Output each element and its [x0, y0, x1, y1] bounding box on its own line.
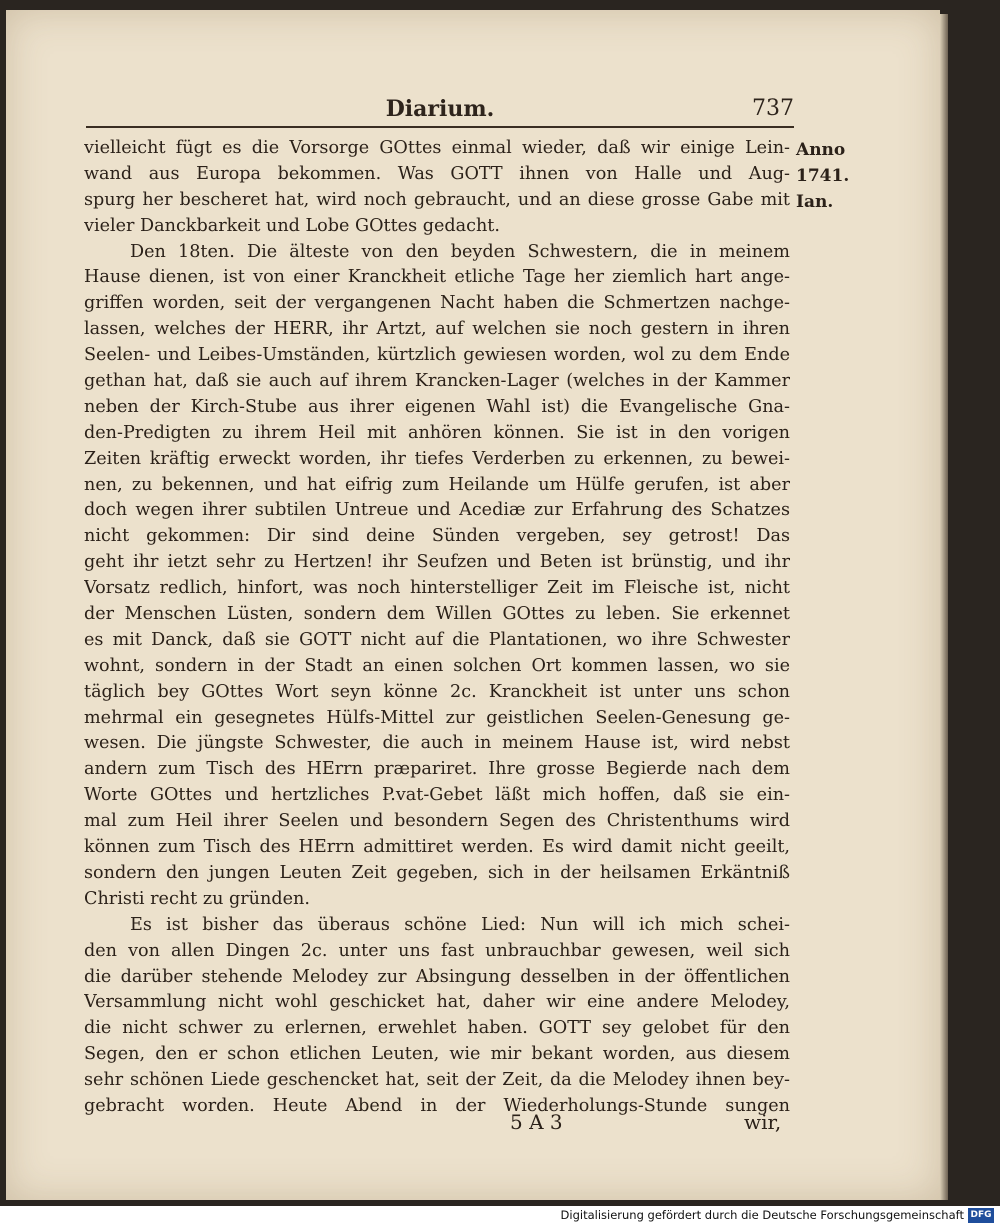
text-line: griffen worden, seit der vergangenen Nacht haben die Schmertzen nachge-: [84, 293, 790, 314]
text-line: Segen, den er schon etlichen Leuten, wie mir bekant worden, aus diesem: [84, 1044, 790, 1065]
margin-note: [796, 138, 856, 216]
text-line: Es ist bisher das überaus schöne Lied: Nun will ich mich schei-: [130, 914, 790, 935]
text-line: den-Predigten zu ihrem Heil mit anhören können. Sie ist in den vorigen: [84, 422, 790, 443]
text-line: Hause dienen, ist von einer Kranckheit etliche Tage her ziemlich hart ange-: [84, 267, 790, 288]
text-line: vielleicht fügt es die Vorsorge GOttes einmal wieder, daß wir einige Lein-: [84, 138, 790, 158]
text-line: die darüber stehende Melodey zur Absingung desselben in der öffentlichen: [84, 966, 790, 987]
text-line: den von allen Dingen 2c. unter uns fast unbrauchbar gewesen, weil sich: [84, 940, 790, 961]
margin-note-line: Anno: [796, 140, 846, 160]
catchword: wir,: [744, 1110, 782, 1134]
text-line: Den 18ten. Die älteste von den beyden Schwestern, die in meinem: [130, 241, 790, 262]
text-line: wand aus Europa bekommen. Was GOTT ihnen von Halle und Aug-: [84, 163, 790, 184]
footer-bar: [0, 1206, 1000, 1226]
text-line: neben der Kirch-Stube aus ihrer eigenen Wahl ist) die Evangelische Gna-: [84, 396, 790, 417]
text-line: geht ihr ietzt sehr zu Hertzen! ihr Seufzen und Beten ist brünstig, und ihr: [84, 552, 790, 573]
book-page: [6, 10, 940, 1200]
text-line: können zum Tisch des HErrn admittiret werden. Es wird damit nicht geeilt,: [84, 837, 790, 858]
text-line: wohnt, sondern in der Stadt an einen solchen Ort kommen lassen, wo sie: [84, 655, 790, 676]
text-line: Zeiten kräftig erweckt worden, ihr tiefes Verderben zu erkennen, zu bewei-: [84, 448, 790, 469]
text-line: sondern den jungen Leuten Zeit gegeben, sich in der heilsamen Erkäntniß: [84, 862, 790, 883]
text-line: die nicht schwer zu erlernen, erwehlet haben. GOTT sey gelobet für den: [84, 1018, 790, 1039]
margin-note-line: Ian.: [796, 191, 834, 212]
text-line: Versammlung nicht wohl geschicket hat, daher wir eine andere Melodey,: [84, 992, 790, 1013]
signature-mark: 5 A 3: [510, 1110, 563, 1134]
page-title: Diarium.: [385, 96, 495, 122]
text-line: lassen, welches der HERR, ihr Artzt, auf welchen sie noch gestern in ihren: [84, 319, 790, 340]
footer-credit: Digitalisierung gefördert durch die Deutsche Forschungsgemeinschaft: [560, 1208, 964, 1222]
text-line: der Menschen Lüsten, sondern dem Willen GOttes zu leben. Sie erkennet: [84, 604, 790, 625]
text-line: nen, zu bekennen, und hat eifrig zum Heilande um Hülfe gerufen, ist aber: [84, 474, 790, 495]
text-line: Seelen- und Leibes-Umständen, kürtzlich gewiesen worden, wol zu dem Ende: [84, 345, 790, 366]
page-number: 737: [752, 96, 794, 121]
text-line: mal zum Heil ihrer Seelen und besondern Segen des Christenthums wird: [84, 811, 790, 832]
text-line: gethan hat, daß sie auch auf ihrem Krancken-Lager (welches in der Kammer: [84, 371, 790, 392]
text-line: mehrmal ein gesegnetes Hülfs-Mittel zur geistlichen Seelen-Genesung ge-: [84, 707, 790, 728]
running-header: [86, 96, 794, 128]
text-line: doch wegen ihrer subtilen Untreue und Acediæ zur Erfahrung des Schatzes: [84, 500, 790, 521]
page-edge: [940, 14, 948, 1200]
text-line: wesen. Die jüngste Schwester, die auch in meinem Hause ist, wird nebst: [84, 733, 790, 754]
text-line: nicht gekommen: Dir sind deine Sünden vergeben, sey getrost! Das: [84, 526, 790, 547]
text-line: andern zum Tisch des HErrn præpariret. Ihre grosse Begierde nach dem: [84, 759, 790, 780]
margin-note-line: 1741.: [796, 165, 850, 186]
text-line: gebracht worden. Heute Abend in der Wiederholungs-Stunde sungen: [84, 1095, 790, 1116]
text-line: sehr schönen Liede geschencket hat, seit der Zeit, da die Melodey ihnen bey-: [84, 1070, 790, 1091]
text-line: spurg her bescheret hat, wird noch gebraucht, und an diese grosse Gabe mit: [84, 189, 790, 210]
body-text: [84, 136, 790, 1120]
text-line: Worte GOttes und hertzliches P.vat-Gebet läßt mich hoffen, daß sie ein-: [84, 785, 790, 806]
text-line: Vorsatz redlich, hinfort, was noch hinterstelliger Zeit im Fleische ist, nicht: [84, 578, 790, 599]
text-line: vieler Danckbarkeit und Lobe GOttes gedacht.: [84, 215, 500, 236]
text-line: täglich bey GOttes Wort seyn könne 2c. Kranckheit ist unter uns schon: [84, 681, 790, 702]
text-line: Christi recht zu gründen.: [84, 888, 310, 909]
dfg-logo: DFG: [968, 1208, 994, 1223]
text-line: es mit Danck, daß sie GOTT nicht auf die Plantationen, wo ihre Schwester: [84, 629, 790, 650]
